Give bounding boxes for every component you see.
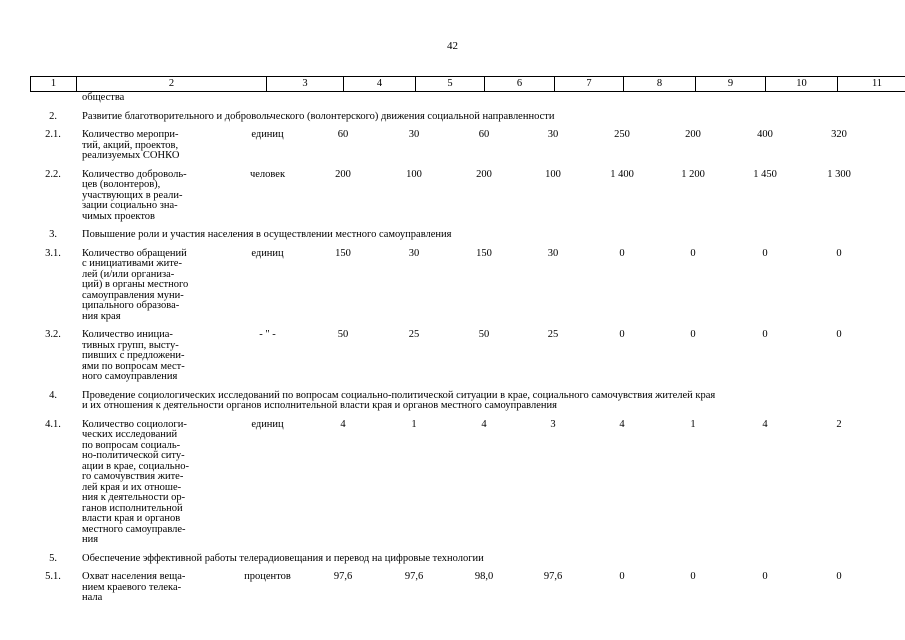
col-5-header: 5 — [416, 77, 485, 92]
unit-of-measure: - " - — [259, 329, 276, 340]
value-cell: 97,6 — [543, 571, 563, 582]
col-1-header: 1 — [31, 77, 77, 92]
value-cell: 250 — [614, 129, 630, 140]
value-cell: 200 — [685, 129, 701, 140]
col-7-header: 7 — [555, 77, 624, 92]
col-2-header: 2 — [77, 77, 267, 92]
continuation-row — [30, 93, 876, 104]
value-cell: 98,0 — [474, 571, 494, 582]
section-title: Проведение социологических исследований по вопросам социально-политической ситуации в крае, социального самочувствия жителей края и их отношения к деятельности органов исполнительной власти края и органов местного самоуправления — [82, 389, 716, 411]
value-cell: 0 — [690, 247, 696, 259]
indicator-name: Количество обращений с инициативами жите- лей (и/или организа- ций) в органы местного самоуправления муни- ципального образова- ния края — [82, 247, 189, 322]
value-cell: 25 — [547, 329, 559, 340]
value-cell: 150 — [335, 247, 351, 259]
col-10-header: 10 — [766, 77, 838, 92]
col-8-header: 8 — [624, 77, 696, 92]
unit-of-measure: единиц — [251, 129, 284, 140]
indicator-name: Охват населения веща- нием краевого телека- нала — [82, 571, 186, 603]
section-row — [30, 391, 876, 412]
section-title: Повышение роли и участия населения в осуществлении местного самоуправления — [82, 229, 452, 240]
value-cell: 1 200 — [681, 168, 705, 180]
value-cell: 0 — [762, 571, 768, 582]
table-row — [30, 170, 876, 223]
value-cell: 1 450 — [753, 168, 777, 180]
table-row — [30, 330, 876, 383]
unit-of-measure: единиц — [251, 418, 284, 430]
col-9-header: 9 — [696, 77, 766, 92]
col-11-header: 11 — [838, 77, 905, 92]
row-number: 2.2. — [45, 168, 61, 180]
table-row — [30, 130, 876, 162]
value-cell: 2 — [836, 418, 842, 430]
value-cell: 60 — [478, 129, 490, 140]
indicator-name: Количество меропри- тий, акций, проектов, реализуемых СОНКО — [82, 129, 180, 161]
section-number: 5. — [49, 552, 57, 564]
value-cell: 100 — [545, 168, 561, 180]
indicator-name: Количество инициа- тивных групп, высту- пивших с предложени- ями по вопросам мест- ного самоуправления — [82, 329, 185, 382]
value-cell: 400 — [757, 129, 773, 140]
value-cell: 4 — [340, 418, 346, 430]
value-cell: 1 300 — [827, 168, 851, 180]
table-row — [30, 249, 876, 323]
table-body — [30, 93, 876, 604]
unit-of-measure: единиц — [251, 247, 284, 259]
value-cell: 0 — [619, 329, 625, 340]
row-name: общества — [82, 92, 125, 103]
section-title: Развитие благотворительного и добровольческого (волонтерского) движения социальной направленности — [82, 110, 555, 122]
value-cell: 4 — [619, 418, 625, 430]
value-cell: 200 — [476, 168, 492, 180]
page-number: 42 — [447, 40, 458, 52]
value-cell: 30 — [408, 129, 420, 140]
value-cell: 4 — [762, 418, 768, 430]
column-number-row — [31, 77, 905, 92]
value-cell: 1 — [411, 418, 417, 430]
row-number: 2.1. — [45, 129, 61, 140]
row-number: 3.2. — [45, 329, 61, 340]
value-cell: 25 — [408, 329, 420, 340]
value-cell: 1 — [690, 418, 696, 430]
value-cell: 30 — [547, 247, 559, 259]
value-cell: 50 — [478, 329, 490, 340]
col-3-header: 3 — [267, 77, 344, 92]
value-cell: 0 — [690, 329, 696, 340]
value-cell: 97,6 — [404, 571, 424, 582]
indicator-name: Количество доброволь- цев (волонтеров), участвующих в реали- зации социально зна- чимых проектов — [82, 168, 187, 222]
col-4-header: 4 — [344, 77, 416, 92]
section-row — [30, 554, 876, 565]
section-title: Обеспечение эффективной работы телерадиовещания и перевод на цифровые технологии — [82, 552, 484, 564]
value-cell: 200 — [335, 168, 351, 180]
row-number: 3.1. — [45, 247, 61, 259]
value-cell: 0 — [619, 247, 625, 259]
value-cell: 0 — [762, 247, 768, 259]
row-number: 5.1. — [45, 571, 61, 582]
value-cell: 100 — [406, 168, 422, 180]
section-number: 4. — [49, 389, 57, 401]
value-cell: 0 — [836, 247, 842, 259]
section-number: 3. — [49, 229, 57, 240]
value-cell: 0 — [690, 571, 696, 582]
value-cell: 0 — [836, 329, 842, 340]
col-6-header: 6 — [485, 77, 555, 92]
value-cell: 30 — [408, 247, 420, 259]
table-row — [30, 420, 876, 546]
table-row — [30, 572, 876, 604]
value-cell: 1 400 — [610, 168, 634, 180]
section-number: 2. — [49, 110, 57, 122]
value-cell: 0 — [619, 571, 625, 582]
value-cell: 60 — [337, 129, 349, 140]
value-cell: 4 — [481, 418, 487, 430]
unit-of-measure: процентов — [244, 571, 291, 582]
unit-of-measure: человек — [249, 168, 286, 180]
value-cell: 97,6 — [333, 571, 353, 582]
value-cell: 0 — [762, 329, 768, 340]
row-number: 4.1. — [45, 418, 61, 430]
value-cell: 30 — [547, 129, 559, 140]
column-header-table — [30, 76, 905, 92]
value-cell: 50 — [337, 329, 349, 340]
section-row — [30, 230, 876, 241]
value-cell: 3 — [550, 418, 556, 430]
value-cell: 0 — [836, 571, 842, 582]
value-cell: 150 — [476, 247, 492, 259]
value-cell: 320 — [831, 129, 847, 140]
indicator-name: Количество социологи- ческих исследований по вопросам социаль- но-политической ситу- ации в крае, социально- го самочувствия жите- лей края и их отноше- ния к деятельности ор- ганов исполнительной власти края и органов местного самоуправле- ния — [82, 418, 189, 545]
section-row — [30, 112, 876, 123]
